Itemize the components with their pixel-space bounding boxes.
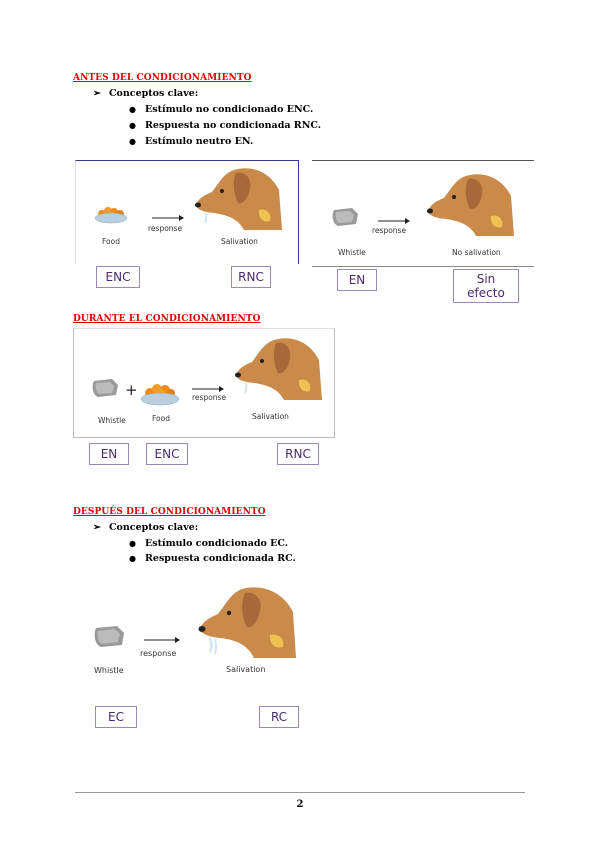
arrow-right-icon bbox=[144, 637, 180, 643]
badge-en: EN bbox=[337, 269, 377, 291]
page-number: 2 bbox=[296, 799, 304, 810]
badge-line: efecto bbox=[467, 286, 505, 300]
bullet-text: Estímulo neutro EN. bbox=[145, 136, 254, 147]
heading-after: DESPUÉS DEL CONDICIONAMIENTO bbox=[73, 507, 266, 517]
dog-neutral-icon bbox=[426, 171, 518, 243]
bullet-icon: ● bbox=[129, 136, 136, 146]
badge-enc: ENC bbox=[146, 443, 188, 465]
bullet-icon: ● bbox=[129, 104, 136, 114]
heading-during: DURANTE EL CONDICIONAMIENTO bbox=[73, 314, 261, 324]
footer-divider bbox=[75, 792, 525, 793]
whistle-label: Whistle bbox=[338, 248, 366, 257]
no-salivation-label: No salivation bbox=[452, 248, 501, 257]
plus-sign: + bbox=[125, 381, 138, 399]
food-label: Food bbox=[102, 237, 120, 246]
badge-rc: RC bbox=[259, 706, 299, 728]
food-bowl-icon bbox=[94, 201, 128, 227]
salivation-label: Salivation bbox=[252, 412, 289, 421]
whistle-label: Whistle bbox=[94, 666, 124, 675]
badge-rnc: RNC bbox=[277, 443, 319, 465]
concepts-before bbox=[93, 88, 198, 99]
concepts-after bbox=[93, 522, 198, 533]
food-bowl-icon bbox=[140, 379, 180, 409]
badge-line: Sin bbox=[476, 272, 496, 286]
salivation-label: Salivation bbox=[221, 237, 258, 246]
arrow-bullet-icon: ➢ bbox=[93, 88, 101, 99]
badge-en: EN bbox=[89, 443, 129, 465]
bullet-item bbox=[129, 104, 313, 115]
bullet-text: Estímulo no condicionado ENC. bbox=[145, 104, 314, 115]
badge-ec: EC bbox=[95, 706, 137, 728]
dog-salivating-icon bbox=[194, 165, 284, 237]
whistle-icon bbox=[330, 206, 360, 228]
response-label: response bbox=[148, 224, 183, 233]
heading-before: ANTES DEL CONDICIONAMIENTO bbox=[73, 73, 252, 83]
diagram-panel-conditioned bbox=[78, 576, 336, 696]
bullet-icon: ● bbox=[129, 538, 136, 548]
whistle-icon bbox=[90, 377, 120, 399]
bullet-text: Respuesta condicionada RC. bbox=[145, 553, 296, 564]
response-label: response bbox=[372, 226, 407, 235]
bullet-item bbox=[129, 120, 321, 131]
bullet-icon: ● bbox=[129, 553, 136, 563]
diagram-panel-food bbox=[75, 160, 299, 264]
diagram-panel-pairing bbox=[73, 328, 335, 438]
bullet-text: Respuesta no condicionada RNC. bbox=[145, 120, 322, 131]
arrow-bullet-icon: ➢ bbox=[93, 522, 101, 533]
dog-salivating-icon bbox=[234, 335, 328, 409]
concepts-label: Conceptos clave: bbox=[109, 88, 199, 99]
arrow-right-icon bbox=[378, 218, 410, 224]
whistle-icon bbox=[92, 624, 126, 650]
salivation-label: Salivation bbox=[226, 665, 266, 674]
badge-enc: ENC bbox=[96, 266, 140, 288]
dog-salivating-icon bbox=[198, 584, 302, 666]
food-label: Food bbox=[152, 414, 170, 423]
bullet-icon: ● bbox=[129, 120, 136, 130]
arrow-right-icon bbox=[152, 215, 184, 221]
badge-sin-efecto bbox=[453, 269, 519, 303]
response-label: response bbox=[140, 649, 177, 658]
response-label: response bbox=[192, 393, 227, 402]
whistle-label: Whistle bbox=[98, 416, 126, 425]
diagram-panel-whistle bbox=[312, 160, 534, 267]
concepts-label: Conceptos clave: bbox=[109, 522, 199, 533]
badge-rnc: RNC bbox=[231, 266, 271, 288]
bullet-item bbox=[129, 538, 288, 549]
bullet-text: Estímulo condicionado EC. bbox=[145, 538, 289, 549]
bullet-item bbox=[129, 136, 253, 147]
arrow-right-icon bbox=[192, 386, 224, 392]
bullet-item bbox=[129, 553, 296, 564]
